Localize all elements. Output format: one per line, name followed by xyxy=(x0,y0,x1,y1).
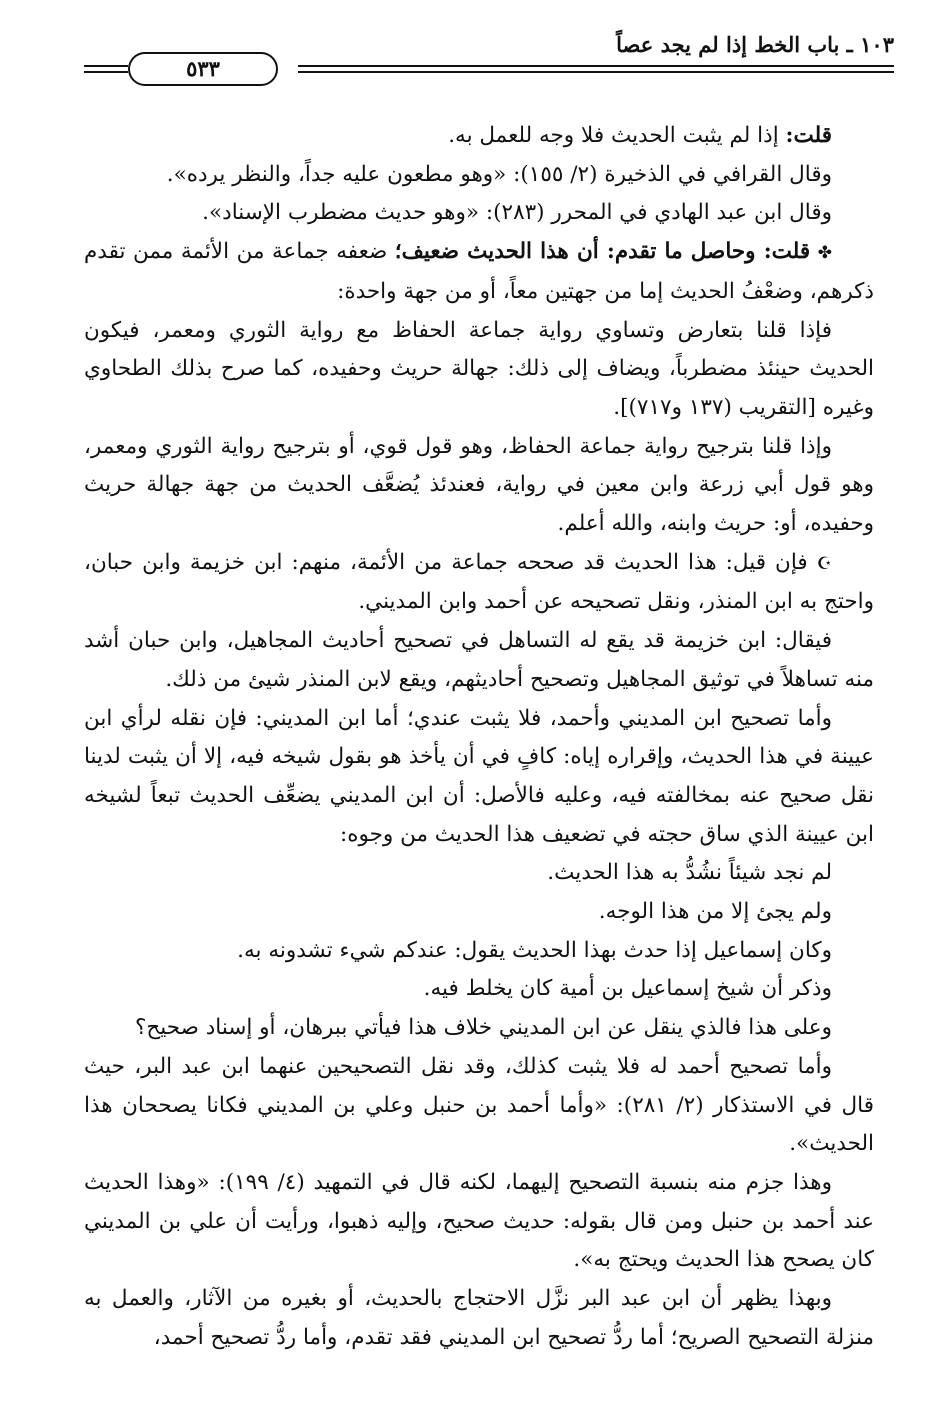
bold-lead: قلت: xyxy=(785,123,832,148)
paragraph xyxy=(84,233,874,311)
list-item: لم نجد شيئاً نشُدُّ به هذا الحديث. xyxy=(547,860,832,886)
chapter-title: ١٠٣ ـ باب الخط إذا لم يجد عصاً xyxy=(616,32,894,57)
paragraph: وعلى هذا فالذي ينقل عن ابن المديني خلاف هذا فيأتي ببرهان، أو إسناد صحيح؟ xyxy=(134,1015,832,1041)
paragraph: وأما تصحيح ابن المديني وأحمد، فلا يثبت عندي؛ أما ابن المديني: فإن نقله لرأي ابن عيينة في هذا الحديث، وإقراره إياه: كافٍ في أن يأخذ هو بقول شيخه فيه، إلا أن يثبت لدينا نقل صحيح عنه بمخالفته فيه، وعليه فالأصل: أن ابن المديني يضعِّف الحديث تبعاً لشيخه ابن عيينة الذي ساق حجته في تضعيف هذا الحديث من وجوه: xyxy=(84,705,874,847)
page-number: ٥٣٣ xyxy=(128,52,278,86)
paragraph xyxy=(84,117,874,156)
paragraph-marker-icon: ✤ xyxy=(817,243,832,264)
bold-lead: قلت: وحاصل ما تقدم: أن هذا الحديث ضعيف؛ xyxy=(394,239,811,265)
paragraph: فيقال: ابن خزيمة قد يقع له التساهل في تصحيح أحاديث المجاهيل، وابن حبان أشد منه تساهلاً في توثيق المجاهيل وتصحيح أحاديثهم، ويقع لابن المنذر شيئ من ذلك. xyxy=(84,628,874,692)
list-item: وكان إسماعيل إذا حدث بهذا الحديث يقول: عندكم شيء تشدونه به. xyxy=(237,937,832,963)
paragraph-text: إذا لم يثبت الحديث فلا وجه للعمل به. xyxy=(448,123,786,148)
paragraph xyxy=(84,544,874,622)
paragraph-marker-icon: ☪ xyxy=(816,553,832,574)
paragraph: وقال القرافي في الذخيرة (٢/ ١٥٥): «وهو مطعون عليه جداً، والنظر يرده». xyxy=(166,161,832,187)
header-rule xyxy=(298,71,894,73)
list-item: وذكر أن شيخ إسماعيل بن أمية كان يخلط فيه. xyxy=(423,976,832,1002)
paragraph-text: فإن قيل: هذا الحديث قد صححه جماعة من الأئمة، منهم: ابن خزيمة وابن حبان، واحتج به ابن المنذر، ونقل تصحيحه عن أحمد وابن المديني. xyxy=(84,549,874,615)
paragraph: وهذا جزم منه بنسبة التصحيح إليهما، لكنه قال في التمهيد (٤/ ١٩٩): «وهذا الحديث عند أحمد بن حنبل ومن قال بقوله: حديث صحيح، وإليه ذهبوا، ورأيت أن علي بن المديني كان يصحح هذا الحديث ويحتج به». xyxy=(84,1169,874,1273)
paragraph: وأما تصحيح أحمد له فلا يثبت كذلك، وقد نقل التصحيحين عنهما ابن عبد البر، حيث قال في الاستذكار (٢/ ٢٨١): «وأما أحمد بن حنبل وعلي بن المديني فكانا يصححان هذا الحديث». xyxy=(84,1053,875,1157)
paragraph: وبهذا يظهر أن ابن عبد البر نزَّل الاحتجاج بالحديث، أو بغيره من الآثار، والعمل به منزلة التصحيح الصريح؛ أما ردُّ تصحيح ابن المديني فقد تقدم، وأما ردُّ تصحيح أحمد، xyxy=(84,1286,874,1350)
header-rule xyxy=(298,65,894,67)
header-rule xyxy=(84,65,128,67)
body-text xyxy=(84,117,874,1358)
paragraph-text: ضعفه جماعة من الأئمة ممن تقدم ذكرهم، وضعْفُ الحديث إما من جهتين معاً، أو من جهة واحدة: xyxy=(84,239,874,304)
page-header xyxy=(84,30,894,100)
header-rule xyxy=(84,71,128,73)
paragraph: وإذا قلنا بترجيح رواية جماعة الحفاظ، وهو قول قوي، أو بترجيح رواية الثوري ومعمر، وهو قول أبي زرعة وابن معين في رواية، فعندئذ يُضعَّف الحديث من جهة جهالة حريث وحفيده، أو: حريث وابنه، والله أعلم. xyxy=(84,433,874,537)
paragraph: وقال ابن عبد الهادي في المحرر (٢٨٣): «وهو حديث مضطرب الإسناد». xyxy=(202,200,832,226)
list-item: ولم يجئ إلا من هذا الوجه. xyxy=(598,899,832,925)
paragraph: فإذا قلنا بتعارض وتساوي رواية جماعة الحفاظ مع رواية الثوري ومعمر، فيكون الحديث حينئذ مضطرباً، ويضاف إلى ذلك: جهالة حريث وحفيده، كما صرح بذلك الطحاوي وغيره [التقريب (١٣٧ و٧١٧)]. xyxy=(84,317,874,420)
